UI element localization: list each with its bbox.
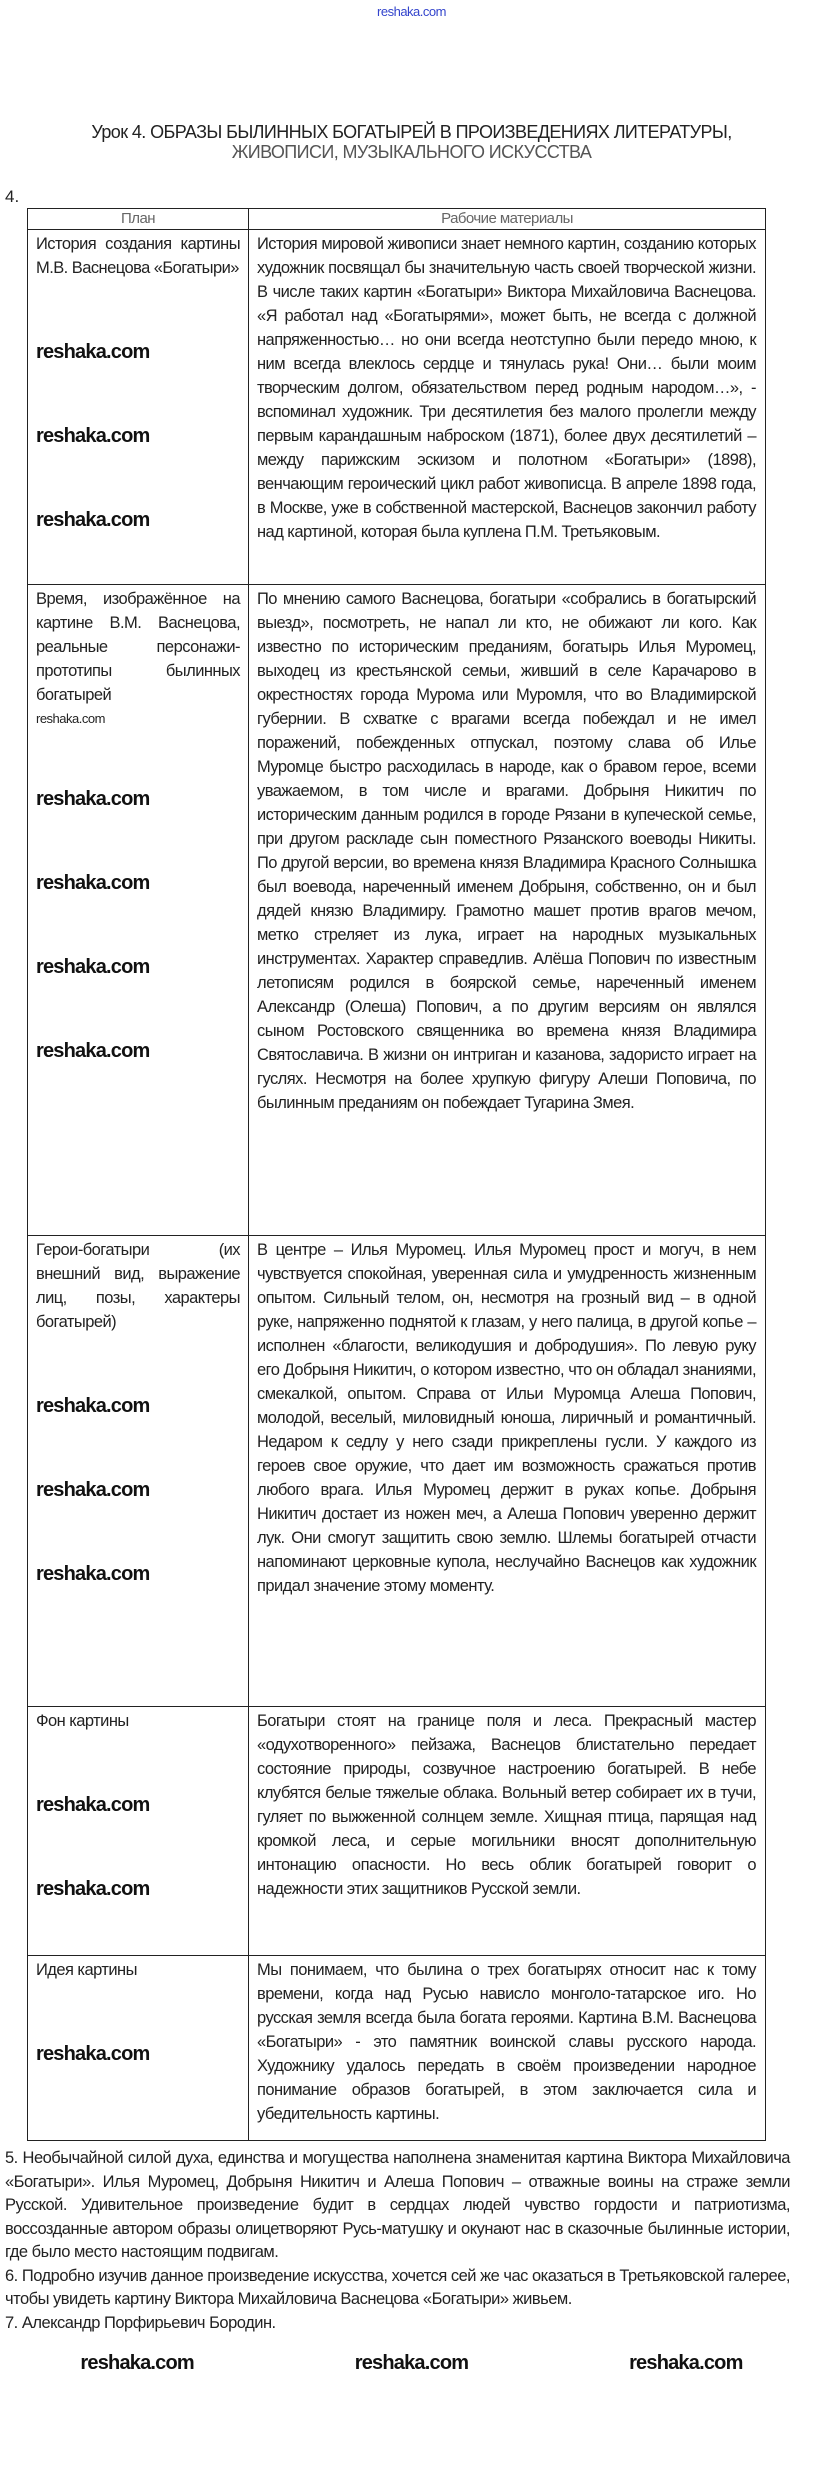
- table-row: [28, 1236, 766, 1707]
- title-line-1: Урок 4. ОБРАЗЫ БЫЛИННЫХ БОГАТЫРЕЙ В ПРОИЗВЕДЕНИЯХ ЛИТЕРАТУРЫ,: [91, 122, 732, 142]
- page-title: [0, 122, 823, 162]
- watermark: reshaka.com: [36, 1794, 150, 1816]
- plan-cell: [28, 1236, 249, 1707]
- watermark: reshaka.com: [36, 711, 105, 726]
- watermark: reshaka.com: [36, 788, 150, 810]
- plan-text: Герои-богатыри (их внешний вид, выражение лиц, позы, характеры богатырей): [36, 1241, 240, 1331]
- material-cell: По мнению самого Васнецова, богатыри «собрались в богатырский выезд», посмотреть, не напал ли кто, не обижают ли кого. Как известно по историческим преданиям, богатырь Илья Муромец, выходец из крестьянской семьи, живший в селе Карачарово в окрестностях города Мурома или Муромля, что во Владимирской губернии. В схватке с врагами всегда побеждал и не имел поражений, побежденных отпускал, поэтому слава об Илье Муромце быстро расходилась в народе, как о бравом герое, всеми уважаемом, в том числе и врагами. Добрыня Никитич по историческим данным родился в городе Рязани в купеческой семье, при другом раскладе сын поместного Рязанского воеводы Никиты. По другой версии, во времена князя Владимира Красного Солнышка был воевода, нареченный именем Добрыня, собственно, он и был дядей князю Владимиру. Грамотно машет против врагов мечом, метко стреляет из лука, играет на народных музыкальных инструментах. Характер справедлив. Алёша Попович по известным летописям родился в боярской семье, нареченный именем Александр (Олеша) Попович, а по другим версиям он являлся сыном Ростовского священника во времена князя Владимира Святославича. В жизни он интриган и казанова, задористо играет на гуслях. Несмотря на более хрупкую фигуру Алеши Поповича, по былинным преданиям он побеждает Тугарина Змея.: [249, 585, 766, 1236]
- table-row: [28, 1707, 766, 1956]
- material-cell: История мировой живописи знает немного картин, созданию которых художник посвящал бы значительную часть своей творческой жизни. В числе таких картин «Богатыри» Виктора Михайловича Васнецова. «Я работал над «Богатырями», может быть, не всегда с должной напряженностью… но они всегда неотступно были передо мною, к ним всегда влеклось сердце и тянулась рука! Они… были моим творческим долгом, обязательством перед родным народом…», - вспоминал художник. Три десятилетия без малого пролегли между первым карандашным наброском (1871), более двух десятилетий – между парижским эскизом и полотном «Богатыри» (1898), венчающим героический цикл работ живописца. В апреле 1898 года, в Москве, уже в собственной мастерской, Васнецов закончил работу над картиной, которая была куплена П.М. Третьяковым.: [249, 230, 766, 585]
- plan-cell: [28, 1956, 249, 2141]
- task-number: 4.: [5, 187, 20, 206]
- watermark: reshaka.com: [354, 2352, 469, 2374]
- watermark: reshaka.com: [36, 509, 150, 531]
- watermark: reshaka.com: [36, 1479, 150, 1501]
- answer-6: 6. Подробно изучив данное произведение искусства, хочется сей же час оказаться в Третьяковской галерее, чтобы увидеть картину Виктора Михайловича Васнецова «Богатыри» живьем.: [5, 2266, 790, 2308]
- bottom-watermarks: [0, 2351, 823, 2375]
- watermark: reshaka.com: [36, 2043, 150, 2065]
- task-number-row: [0, 186, 823, 208]
- material-cell: Мы понимаем, что былина о трех богатырях относит нас к тому времени, когда над Русью нависло монголо-татарское иго. Но русская земля всегда была богата героями. Картина В.М. Васнецова «Богатыри» - это памятник воинской славы русского народа. Художнику удалось передать в своём произведении народное понимание образов богатырей, в этом заключается сила и убедительность картины.: [249, 1956, 766, 2141]
- plan-text: Фон картины: [36, 1712, 129, 1730]
- plan-cell: [28, 230, 249, 585]
- plan-text: История создания картины М.В. Васнецова «Богатыри»: [36, 235, 240, 277]
- watermark: reshaka.com: [36, 341, 150, 363]
- table-row: [28, 1956, 766, 2141]
- header-materials: Рабочие материалы: [249, 209, 766, 230]
- watermark: reshaka.com: [80, 2352, 194, 2374]
- watermark: reshaka.com: [36, 1878, 150, 1900]
- material-cell: Богатыри стоят на границе поля и леса. Прекрасный мастер «одухотворенного» пейзажа, Васнецов блистательно передает состояние природы, созвучное настроению богатырей. В небе клубятся белые тяжелые облака. Вольный ветер собирает их в тучи, гуляет по выжженной солнцем земле. Хищная птица, парящая над кромкой леса, и серые могильники вносят дополнительную интонацию опасности. Но весь облик богатырей говорит о надежности этих защитников Русской земли.: [249, 1707, 766, 1956]
- watermark: reshaka.com: [36, 872, 150, 894]
- header-plan: План: [28, 209, 249, 230]
- answers: [5, 2147, 790, 2335]
- table-row: [28, 585, 766, 1236]
- table-row: [28, 230, 766, 585]
- watermark: reshaka.com: [36, 956, 150, 978]
- watermark: reshaka.com: [36, 1563, 150, 1585]
- watermark: reshaka.com: [629, 2352, 743, 2374]
- table-header-row: [28, 209, 766, 230]
- material-cell: В центре – Илья Муромец. Илья Муромец прост и могуч, в нем чувствуется спокойная, уверенная сила и умудренность жизненным опытом. Сильный телом, он, несмотря на грозный вид – в одной руке, напряженно поднятой к глазам, у него палица, в другой копье – исполнен «благости, великодушия и добродушия». По левую руку его Добрыня Никитич, о котором известно, что он обладал знаниями, смекалкой, опытом. Справа от Ильи Муромца Алеша Попович, молодой, веселый, миловидный юноша, лиричный и романтичный. Недаром к седлу у него сзади прикреплены гусли. У каждого из героев свое оружие, что дает им возможность сражаться против любого врага. Илья Муромец держит в руках копье. Добрыня Никитич достает из ножен меч, а Алеша Попович уверенно держит лук. Они смогут защитить свою землю. Шлемы богатырей отчасти напоминают церковные купола, неслучайно Васнецов как художник придал значение этому моменту.: [249, 1236, 766, 1707]
- answer-5: 5. Необычайной силой духа, единства и могущества наполнена знаменитая картина Виктора Михайловича «Богатыри». Илья Муромец, Добрыня Никитич и Алеша Попович – отважные воины на страже земли Русской. Удивительное произведение будит в сердцах людей чувство гордости и патриотизма, воссозданные автором образы олицетворяют Русь-матушку и окунают нас в сказочные былинные истории, где было место настоящим подвигам.: [5, 2149, 790, 2261]
- title-line-2: ЖИВОПИСИ, МУЗЫКАЛЬНОГО ИСКУССТВА: [231, 142, 592, 162]
- watermark: reshaka.com: [36, 1395, 150, 1417]
- site-watermark-header: reshaka.com: [377, 4, 446, 19]
- answer-7: 7. Александр Порфирьевич Бородин.: [5, 2313, 276, 2332]
- plan-text: Время, изображённое на картине В.М. Васнецова, реальные персонажи-прототипы былинных богатырей: [36, 590, 240, 704]
- watermark: reshaka.com: [36, 1040, 150, 1062]
- plan-text: Идея картины: [36, 1961, 137, 1979]
- plan-cell: [28, 585, 249, 1236]
- plan-table: [27, 208, 766, 2141]
- watermark: reshaka.com: [36, 425, 150, 447]
- plan-cell: [28, 1707, 249, 1956]
